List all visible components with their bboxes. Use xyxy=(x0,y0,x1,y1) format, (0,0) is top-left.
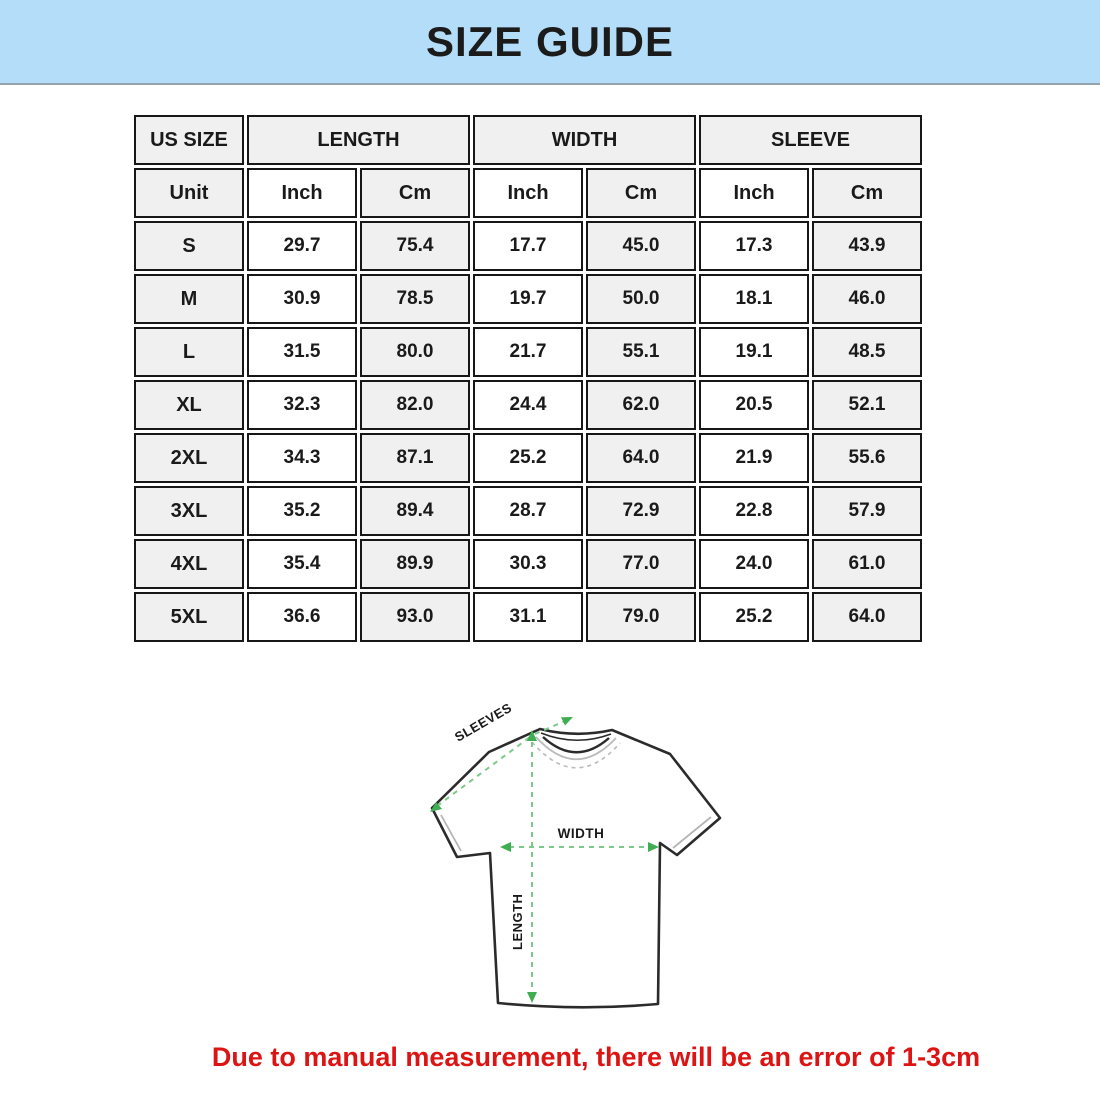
tshirt-diagram xyxy=(410,690,750,1025)
unit-label-cell: Unit xyxy=(134,168,244,218)
value-cell: 55.1 xyxy=(586,327,696,377)
value-cell: 25.2 xyxy=(699,592,809,642)
value-cell: 45.0 xyxy=(586,221,696,271)
value-cell: 19.1 xyxy=(699,327,809,377)
value-cell: 20.5 xyxy=(699,380,809,430)
value-cell: 57.9 xyxy=(812,486,922,536)
size-cell: M xyxy=(134,274,244,324)
size-cell: L xyxy=(134,327,244,377)
measurement-note: Due to manual measurement, there will be an error of 1-3cm xyxy=(211,1042,981,1072)
value-cell: 35.2 xyxy=(247,486,357,536)
size-cell: S xyxy=(134,221,244,271)
group-header-cell: SLEEVE xyxy=(699,115,922,165)
size-cell: 5XL xyxy=(134,592,244,642)
value-cell: 52.1 xyxy=(812,380,922,430)
value-cell: 77.0 xyxy=(586,539,696,589)
value-cell: 29.7 xyxy=(247,221,357,271)
value-cell: 61.0 xyxy=(812,539,922,589)
width-label: WIDTH xyxy=(557,826,605,841)
value-cell: 34.3 xyxy=(247,433,357,483)
size-table xyxy=(131,112,925,645)
value-cell: 17.7 xyxy=(473,221,583,271)
title-banner xyxy=(0,0,1100,85)
group-header-cell: WIDTH xyxy=(473,115,696,165)
value-cell: 18.1 xyxy=(699,274,809,324)
size-cell: 3XL xyxy=(134,486,244,536)
size-cell: 4XL xyxy=(134,539,244,589)
value-cell: 32.3 xyxy=(247,380,357,430)
value-cell: 28.7 xyxy=(473,486,583,536)
value-cell: 43.9 xyxy=(812,221,922,271)
table-row xyxy=(134,327,922,377)
value-cell: 64.0 xyxy=(812,592,922,642)
tshirt-outline xyxy=(432,729,720,1007)
size-cell: 2XL xyxy=(134,433,244,483)
size-table-body xyxy=(134,221,922,642)
tshirt-svg xyxy=(410,690,750,1025)
table-row xyxy=(134,539,922,589)
unit-column-cell: Cm xyxy=(586,168,696,218)
value-cell: 79.0 xyxy=(586,592,696,642)
size-table-head xyxy=(134,115,922,218)
value-cell: 24.4 xyxy=(473,380,583,430)
unit-column-cell: Inch xyxy=(473,168,583,218)
value-cell: 22.8 xyxy=(699,486,809,536)
table-row xyxy=(134,221,922,271)
table-row xyxy=(134,380,922,430)
value-cell: 46.0 xyxy=(812,274,922,324)
unit-column-cell: Cm xyxy=(812,168,922,218)
table-row xyxy=(134,592,922,642)
group-header-cell: US SIZE xyxy=(134,115,244,165)
length-label: LENGTH xyxy=(510,893,525,950)
value-cell: 21.7 xyxy=(473,327,583,377)
value-cell: 19.7 xyxy=(473,274,583,324)
value-cell: 31.1 xyxy=(473,592,583,642)
table-row xyxy=(134,433,922,483)
unit-column-cell: Cm xyxy=(360,168,470,218)
value-cell: 35.4 xyxy=(247,539,357,589)
value-cell: 24.0 xyxy=(699,539,809,589)
value-cell: 82.0 xyxy=(360,380,470,430)
value-cell: 93.0 xyxy=(360,592,470,642)
value-cell: 55.6 xyxy=(812,433,922,483)
value-cell: 48.5 xyxy=(812,327,922,377)
value-cell: 72.9 xyxy=(586,486,696,536)
value-cell: 30.3 xyxy=(473,539,583,589)
value-cell: 80.0 xyxy=(360,327,470,377)
size-cell: XL xyxy=(134,380,244,430)
value-cell: 31.5 xyxy=(247,327,357,377)
page-title: SIZE GUIDE xyxy=(425,17,675,65)
value-cell: 75.4 xyxy=(360,221,470,271)
value-cell: 25.2 xyxy=(473,433,583,483)
group-header-row xyxy=(134,115,922,165)
value-cell: 64.0 xyxy=(586,433,696,483)
table-row xyxy=(134,486,922,536)
group-header-cell: LENGTH xyxy=(247,115,470,165)
unit-column-cell: Inch xyxy=(247,168,357,218)
sleeves-label: SLEEVES xyxy=(452,699,515,745)
value-cell: 50.0 xyxy=(586,274,696,324)
value-cell: 78.5 xyxy=(360,274,470,324)
value-cell: 87.1 xyxy=(360,433,470,483)
value-cell: 36.6 xyxy=(247,592,357,642)
value-cell: 21.9 xyxy=(699,433,809,483)
value-cell: 62.0 xyxy=(586,380,696,430)
value-cell: 17.3 xyxy=(699,221,809,271)
value-cell: 89.9 xyxy=(360,539,470,589)
table-row xyxy=(134,274,922,324)
unit-column-cell: Inch xyxy=(699,168,809,218)
value-cell: 89.4 xyxy=(360,486,470,536)
unit-header-row xyxy=(134,168,922,218)
value-cell: 30.9 xyxy=(247,274,357,324)
